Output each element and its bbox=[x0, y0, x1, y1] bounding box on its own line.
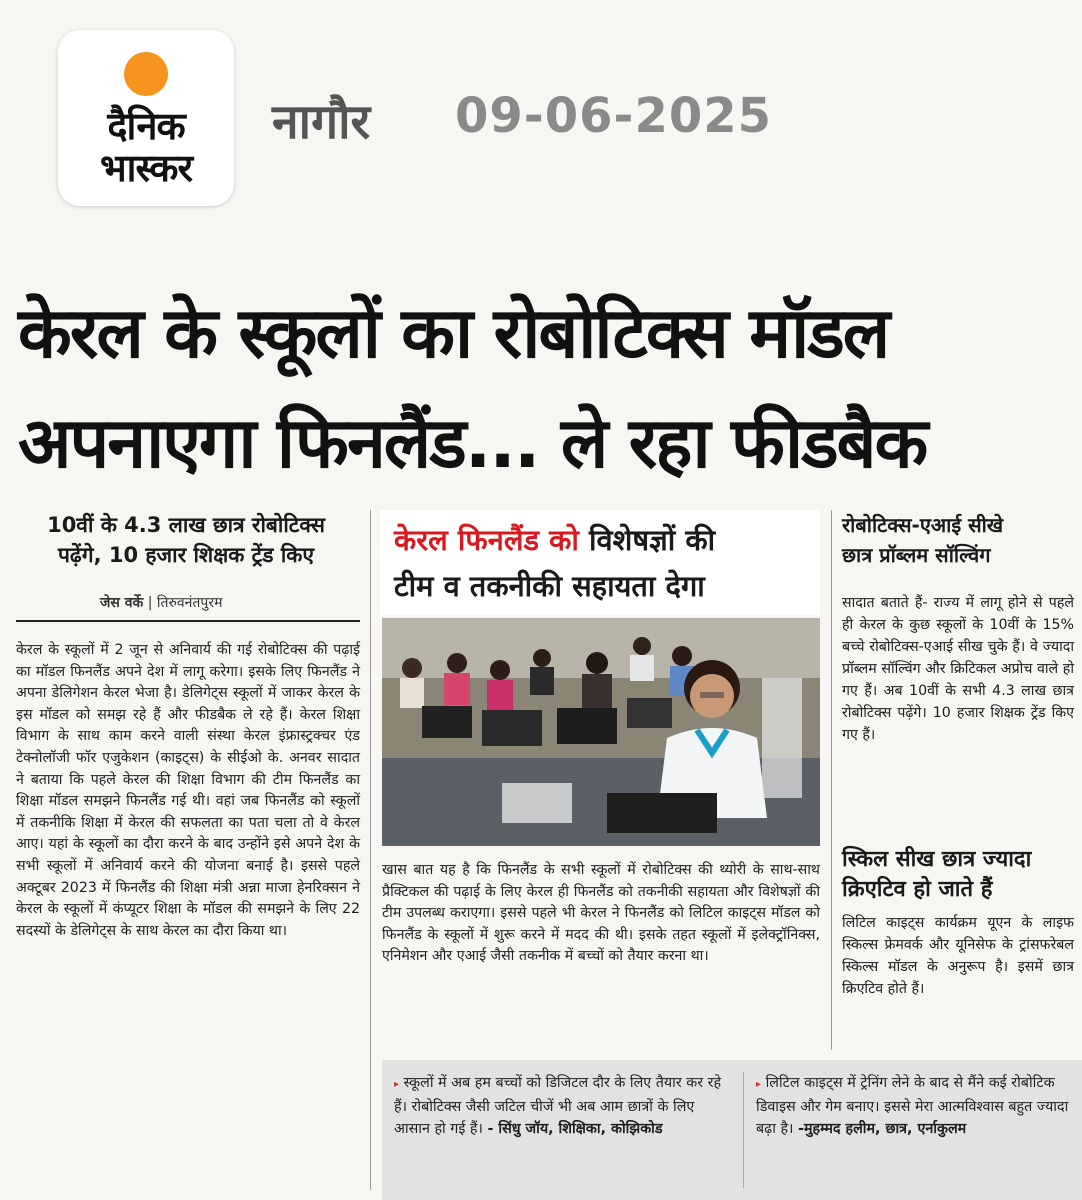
quote-2-text: लिटिल काइट्स में ट्रेनिंग लेने के बाद से मैंने कई रोबोटिक डिवाइस और गेम बनाए। इससे मेरा आत्मविश्वास बहुत ज्यादा बढ़ा है। bbox=[756, 1075, 1069, 1137]
right-body-1: सादात बताते हैं- राज्य में लागू होने से पहले ही केरल के कुछ स्कूलों के 10वीं के 15% बच्चे रोबोटिक्स-एआई सीख चुके हैं। वे ज्यादा प्रॉब्लम सॉल्विंग और क्रिटिकल अप्रोच वाले हो गए हैं। अब 10वीं के सभी 4.3 लाख छात्र रोबोटिक्स पढ़ेंगे। 10 हजार शिक्षक ट्रेंड किए गए हैं। bbox=[842, 595, 1074, 743]
left-deck bbox=[16, 510, 356, 570]
quote-2-author: -मुहम्मद हलीम, छात्र, एर्नाकुलम bbox=[798, 1121, 967, 1137]
logo-text-line2: भास्कर bbox=[99, 146, 193, 190]
byline-name: जेस वर्के bbox=[100, 595, 144, 611]
quote-2 bbox=[756, 1072, 1074, 1140]
right-headline bbox=[842, 510, 1074, 570]
sun-icon bbox=[124, 52, 168, 96]
dainik-bhaskar-logo bbox=[58, 30, 234, 206]
logo-text-line1: दैनिक bbox=[107, 104, 185, 148]
quote-1-author: - सिंधु जॉय, शिक्षिका, कोझिकोड bbox=[487, 1121, 663, 1137]
right-subhead-line2: क्रिएटिव हो जाते हैं bbox=[842, 877, 993, 902]
left-deck-line2: पढ़ेंगे, 10 हजार शिक्षक ट्रेंड किए bbox=[58, 543, 314, 567]
edition-date: 09-06-2025 bbox=[455, 88, 773, 144]
byline bbox=[100, 593, 222, 612]
classroom-photo bbox=[382, 618, 820, 846]
middle-headline-box bbox=[380, 510, 820, 615]
byline-separator: | bbox=[147, 595, 157, 611]
right-headline-line1: रोबोटिक्स-एआई सीखे bbox=[842, 513, 1004, 537]
right-body-2: लिटिल काइट्स कार्यक्रम यूएन के लाइफ स्किल्स फ्रेमवर्क और यूनिसेफ के ट्रांसफरेबल स्किल्स मॉडल के अनुरूप है। इसमें छात्र क्रिएटिव होते हैं। bbox=[842, 915, 1074, 997]
quote-divider bbox=[743, 1072, 744, 1188]
byline-place: तिरुवनंतपुरम bbox=[156, 595, 223, 611]
right-subhead-line1: स्किल सीख छात्र ज्यादा bbox=[842, 847, 1032, 872]
edition-city: नागौर bbox=[272, 94, 371, 150]
right-headline-line2: छात्र प्रॉब्लम सॉल्विंग bbox=[842, 543, 991, 567]
middle-headline-black: विशेषज्ञों की bbox=[589, 523, 716, 557]
middle-headline-line1 bbox=[394, 520, 715, 559]
headline-line1: केरल के स्कूलों का रोबोटिक्स मॉडल bbox=[18, 292, 889, 374]
quote-1 bbox=[394, 1072, 732, 1140]
headline-line2: अपनाएगा फिनलैंड... ले रहा फीडबैक bbox=[18, 402, 927, 484]
right-subhead bbox=[842, 845, 1074, 905]
left-rule bbox=[16, 620, 360, 622]
quote-1-text: स्कूलों में अब हम बच्चों को डिजिटल दौर के लिए तैयार कर रहे हैं। रोबोटिक्स जैसी जटिल चीजें भी अब आम छात्रों के लिए आसान हो गई हैं। bbox=[394, 1075, 722, 1137]
quote-bullet-icon: ▸ bbox=[394, 1079, 400, 1090]
middle-body: खास बात यह है कि फिनलैंड के सभी स्कूलों में रोबोटिक्स की थ्योरी के साथ-साथ प्रैक्टिकल की पढ़ाई के लिए केरल ही फिनलैंड को तकनीकी सहायता और विशेषज्ञों की टीम उपलब्ध कराएगा। इससे पहले भी केरल ने फिनलैंड को लिटिल काइट्स मॉडल को फिनलैंड के स्कूलों में शुरू करने में मदद की थी। इसके तहत स्कूलों में इलेक्ट्रॉनिक्स, एनिमेशन और एआई जैसी तकनीक में बच्चों को तैयार करना था। bbox=[382, 862, 820, 965]
column-divider-left bbox=[370, 510, 371, 1190]
column-divider-right bbox=[831, 510, 832, 1050]
main-headline bbox=[18, 278, 1078, 498]
middle-headline-line2: टीम व तकनीकी सहायता देगा bbox=[394, 569, 705, 603]
quote-bullet-icon: ▸ bbox=[756, 1079, 762, 1090]
left-body: केरल के स्कूलों में 2 जून से अनिवार्य की गई रोबोटिक्स की पढ़ाई का मॉडल फिनलैंड अपने देश में लागू करेगा। इसके लिए फिनलैंड ने अपना डेलिगेशन केरल भेजा है। डेलिगेट्स स्कूलों में जाकर केरल के इस मॉडल को समझ रहे हैं और फीडबैक ले रहे हैं। केरल शिक्षा विभाग के साथ काम करने वाली संस्था केरल इंफ्रास्ट्रक्चर एंड टेक्नोलॉजी फॉर एजुकेशन (काइट्स) के सीईओ के. अनवर सादात ने बताया कि पहले केरल की शिक्षा विभाग की टीम फिनलैंड का शिक्षा मॉडल समझने फिनलैंड गई थी। वहां जब फिनलैंड को स्कूलों में तकनीकि शिक्षा में केरल की सफलता का पता चला तो वे केरल आए। यहां के स्कूलों का दौरा करने के बाद उन्होंने इसे अपने देश के सभी स्कूलों में अनिवार्य करने की योजना बनाई है। इससे पहले अक्टूबर 2023 में फिनलैंड की शिक्षा मंत्री अन्ना माजा हेनरिक्सन ने केरल के स्कूलों में कंप्यूटर शिक्षा के मॉडल की समझने के लिए 22 सदस्यों के डेलिगेट्स के साथ केरल का दौरा किया था। bbox=[16, 642, 360, 939]
left-deck-line1: 10वीं के 4.3 लाख छात्र रोबोटिक्स bbox=[47, 513, 325, 537]
middle-headline-red: केरल फिनलैंड को bbox=[394, 523, 579, 557]
classroom-photo-illustration bbox=[382, 618, 820, 846]
